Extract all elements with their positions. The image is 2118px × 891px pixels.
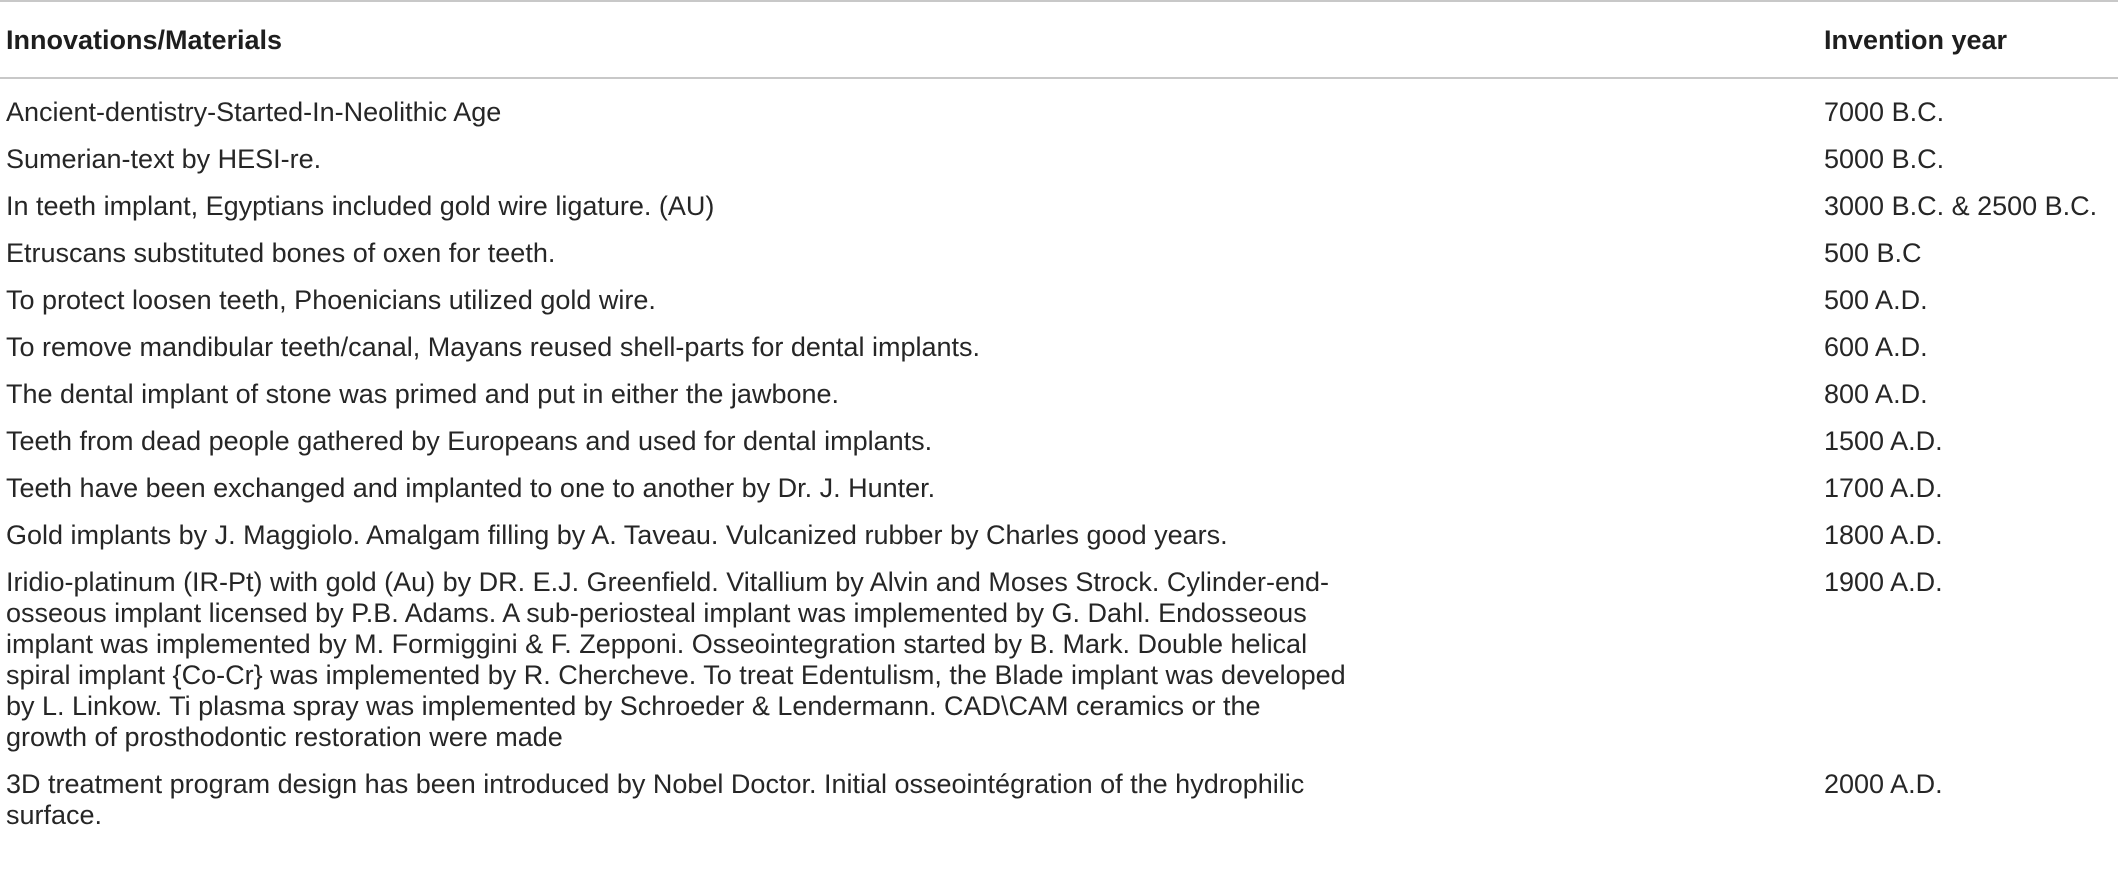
year-cell: 1800 A.D.	[1824, 520, 1943, 550]
table-row	[0, 285, 2118, 332]
year-cell: 7000 B.C.	[1824, 97, 1945, 127]
table-row	[0, 78, 2118, 144]
innovation-text: To remove mandibular teeth/canal, Mayans reused shell-parts for dental implants.	[6, 332, 980, 362]
innovation-cell	[0, 78, 1818, 144]
innovation-text: Teeth have been exchanged and implanted to one to another by Dr. J. Hunter.	[6, 473, 936, 503]
year-cell: 2000 A.D.	[1824, 769, 1943, 799]
table-row	[0, 520, 2118, 567]
year-cell: 1500 A.D.	[1824, 426, 1943, 456]
innovation-cell	[0, 379, 1818, 426]
innovation-cell	[0, 567, 1818, 769]
year-cell: 800 A.D.	[1824, 379, 1928, 409]
header-invention-year: Invention year	[1824, 25, 2008, 55]
year-cell: 600 A.D.	[1824, 332, 1928, 362]
innovation-text: Etruscans substituted bones of oxen for teeth.	[6, 238, 556, 268]
innovation-cell	[0, 473, 1818, 520]
year-cell: 1900 A.D.	[1824, 567, 1943, 597]
table-row	[0, 332, 2118, 379]
innovation-text: The dental implant of stone was primed and put in either the jawbone.	[6, 379, 840, 409]
innovation-cell	[0, 332, 1818, 379]
table-row	[0, 144, 2118, 191]
table-row	[0, 238, 2118, 285]
table-row	[0, 426, 2118, 473]
year-cell: 500 A.D.	[1824, 285, 1928, 315]
innovation-text: To protect loosen teeth, Phoenicians utilized gold wire.	[6, 285, 656, 315]
table-row	[0, 473, 2118, 520]
innovation-text: Iridio-platinum (IR-Pt) with gold (Au) by DR. E.J. Greenfield. Vitallium by Alvin and Moses Strock. Cylinder-end-osseous implant licensed by P.B. Adams. A sub-periosteal implant was implemented by G. Dahl. Endosseous implant was implemented by M. Formiggini & F. Zepponi. Osseointegration started by B. Mark. Double helical spiral implant {Co-Cr} was implemented by R. Chercheve. To treat Edentulism, the Blade implant was developed by L. Linkow. Ti plasma spray was implemented by Schroeder & Lendermann. CAD\CAM ceramics or the growth of prosthodontic restoration were made	[6, 567, 1346, 752]
table-row	[0, 567, 2118, 769]
innovation-cell	[0, 426, 1818, 473]
table-row	[0, 769, 2118, 831]
innovation-cell	[0, 285, 1818, 332]
innovation-text: Ancient-dentistry-Started-In-Neolithic Age	[6, 97, 502, 127]
innovation-cell	[0, 238, 1818, 285]
innovation-text: In teeth implant, Egyptians included gold wire ligature. (AU)	[6, 191, 715, 221]
year-cell: 5000 B.C.	[1824, 144, 1945, 174]
year-cell: 500 B.C	[1824, 238, 1922, 268]
innovation-cell	[0, 191, 1818, 238]
innovation-text: 3D treatment program design has been introduced by Nobel Doctor. Initial osseointégration of the hydrophilic surface.	[6, 769, 1305, 830]
innovation-text: Gold implants by J. Maggiolo. Amalgam filling by A. Taveau. Vulcanized rubber by Charles good years.	[6, 520, 1228, 550]
table-row	[0, 379, 2118, 426]
year-cell: 1700 A.D.	[1824, 473, 1943, 503]
innovation-cell	[0, 769, 1818, 831]
innovation-text: Sumerian-text by HESI-re.	[6, 144, 322, 174]
innovation-text: Teeth from dead people gathered by Europeans and used for dental implants.	[6, 426, 933, 456]
table-row	[0, 191, 2118, 238]
innovation-cell	[0, 144, 1818, 191]
header-innovations: Innovations/Materials	[6, 25, 283, 55]
year-cell: 3000 B.C. & 2500 B.C.	[1824, 191, 2098, 221]
table-header	[0, 1, 2118, 78]
header-row	[0, 1, 2118, 78]
table-body	[0, 78, 2118, 831]
innovation-cell	[0, 520, 1818, 567]
